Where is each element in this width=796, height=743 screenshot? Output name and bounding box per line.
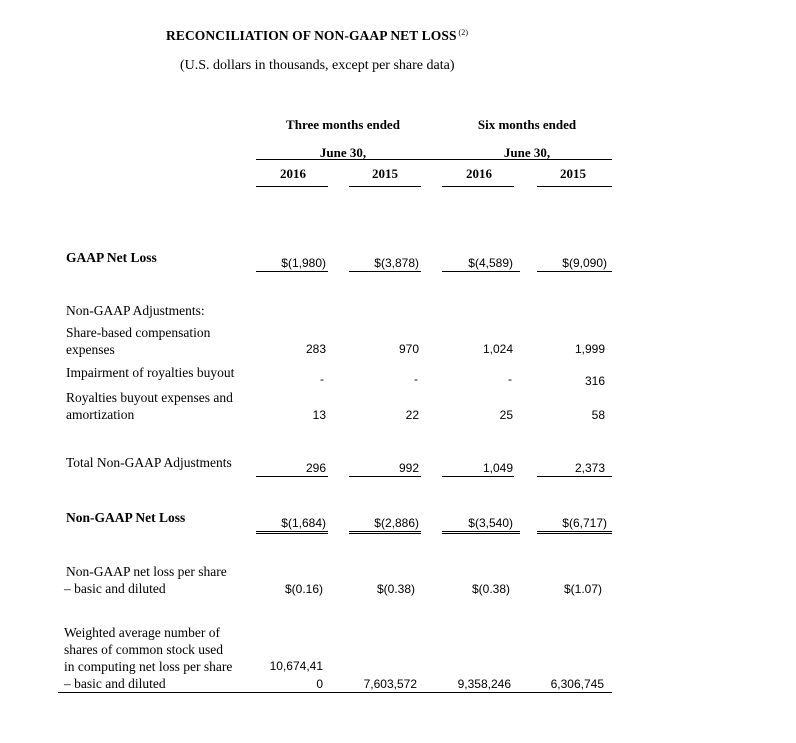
- share-based-value: 1,024: [482, 342, 513, 356]
- per-share-label-line2: – basic and diluted: [64, 581, 166, 596]
- weighted-value-line1: 10,674,41: [269, 659, 323, 673]
- net-loss-double-rule-2: [349, 531, 421, 534]
- royalties-value: 25: [499, 408, 513, 422]
- three-months-date: June 30,: [319, 145, 367, 160]
- royalties-label-line1: Royalties buyout expenses and: [66, 390, 233, 405]
- year-col-3: 2016: [466, 166, 492, 181]
- weighted-value-line2: 0: [316, 677, 323, 691]
- weighted-value: 7,603,572: [363, 677, 417, 691]
- royalties-value: 22: [405, 408, 419, 422]
- weighted-label-line3: in computing net loss per share: [64, 659, 233, 674]
- gaap-net-loss-value: $(3,878): [374, 256, 419, 270]
- weighted-label-line4: – basic and diluted: [64, 676, 166, 691]
- bottom-rule: [58, 692, 612, 693]
- gaap-net-loss-value: $(4,589): [468, 256, 513, 270]
- gaap-rule-2: [349, 271, 421, 272]
- impairment-value: -: [414, 372, 418, 386]
- gaap-net-loss-value: $(1,980): [281, 256, 326, 270]
- year-rule-4: [537, 186, 612, 187]
- year-col-1: 2016: [280, 166, 306, 181]
- royalties-label-line2: amortization: [66, 407, 135, 422]
- share-based-value: 1,999: [574, 342, 605, 356]
- impairment-label: Impairment of royalties buyout: [66, 365, 235, 380]
- total-adjustments-value: 992: [398, 461, 419, 475]
- per-share-label-line1: Non-GAAP net loss per share: [66, 564, 227, 579]
- report-subtitle: (U.S. dollars in thousands, except per share data): [180, 58, 455, 73]
- per-share-value: $(0.38): [376, 582, 415, 596]
- total-rule-2: [349, 476, 421, 477]
- weighted-label-line2: shares of common stock used: [64, 642, 223, 657]
- non-gaap-net-loss-label: Non-GAAP Net Loss: [66, 510, 186, 525]
- total-adjustments-value: 296: [305, 461, 326, 475]
- three-months-header: Three months ended: [286, 117, 400, 132]
- impairment-value: -: [320, 372, 324, 386]
- report-title: RECONCILIATION OF NON-GAAP NET LOSS $^{(2)}$: [166, 28, 469, 43]
- per-share-value: $(1.07): [563, 582, 602, 596]
- gaap-net-loss-value: $(9,090): [562, 256, 607, 270]
- adjustments-header: Non-GAAP Adjustments:: [66, 303, 205, 318]
- total-rule-4: [537, 476, 612, 477]
- impairment-value: 316: [584, 374, 605, 388]
- non-gaap-net-loss-value: $(2,886): [374, 516, 419, 530]
- non-gaap-net-loss-value: $(6,717): [562, 516, 607, 530]
- year-rule-2: [349, 186, 421, 187]
- year-col-4: 2015: [560, 166, 586, 181]
- net-loss-double-rule-4: [537, 531, 612, 534]
- title-footnote: (2): [458, 28, 469, 37]
- royalties-value: 13: [312, 408, 326, 422]
- per-share-value: $(0.16): [284, 582, 323, 596]
- year-col-2: 2015: [372, 166, 398, 181]
- non-gaap-net-loss-value: $(1,684): [281, 516, 326, 530]
- per-share-value: $(0.38): [471, 582, 510, 596]
- net-loss-double-rule-3: [442, 531, 520, 534]
- total-adjustments-value: 2,373: [574, 461, 605, 475]
- impairment-value: -: [508, 372, 512, 386]
- gaap-rule-4: [537, 271, 612, 272]
- gaap-rule-3: [442, 271, 520, 272]
- royalties-value: 58: [591, 408, 605, 422]
- net-loss-double-rule-1: [256, 531, 328, 534]
- share-based-value: 970: [398, 342, 419, 356]
- gaap-rule-1: [256, 271, 328, 272]
- weighted-value: 9,358,246: [457, 677, 511, 691]
- total-rule-1: [256, 476, 328, 477]
- gaap-net-loss-label: GAAP Net Loss: [66, 250, 157, 265]
- total-rule-3: [442, 476, 514, 477]
- share-based-label-line1: Share-based compensation: [66, 325, 211, 340]
- total-adjustments-label: Total Non-GAAP Adjustments: [66, 455, 232, 470]
- weighted-value: 6,306,745: [550, 677, 604, 691]
- share-based-value: 283: [305, 342, 326, 356]
- year-rule-3: [442, 186, 514, 187]
- non-gaap-net-loss-value: $(3,540): [468, 516, 513, 530]
- six-months-date: June 30,: [503, 145, 551, 160]
- total-adjustments-value: 1,049: [482, 461, 513, 475]
- year-rule-1: [256, 186, 328, 187]
- weighted-label-line1: Weighted average number of: [64, 625, 220, 640]
- header-rule: [256, 159, 612, 160]
- share-based-label-line2: expenses: [66, 342, 115, 357]
- six-months-header: Six months ended: [477, 117, 577, 132]
